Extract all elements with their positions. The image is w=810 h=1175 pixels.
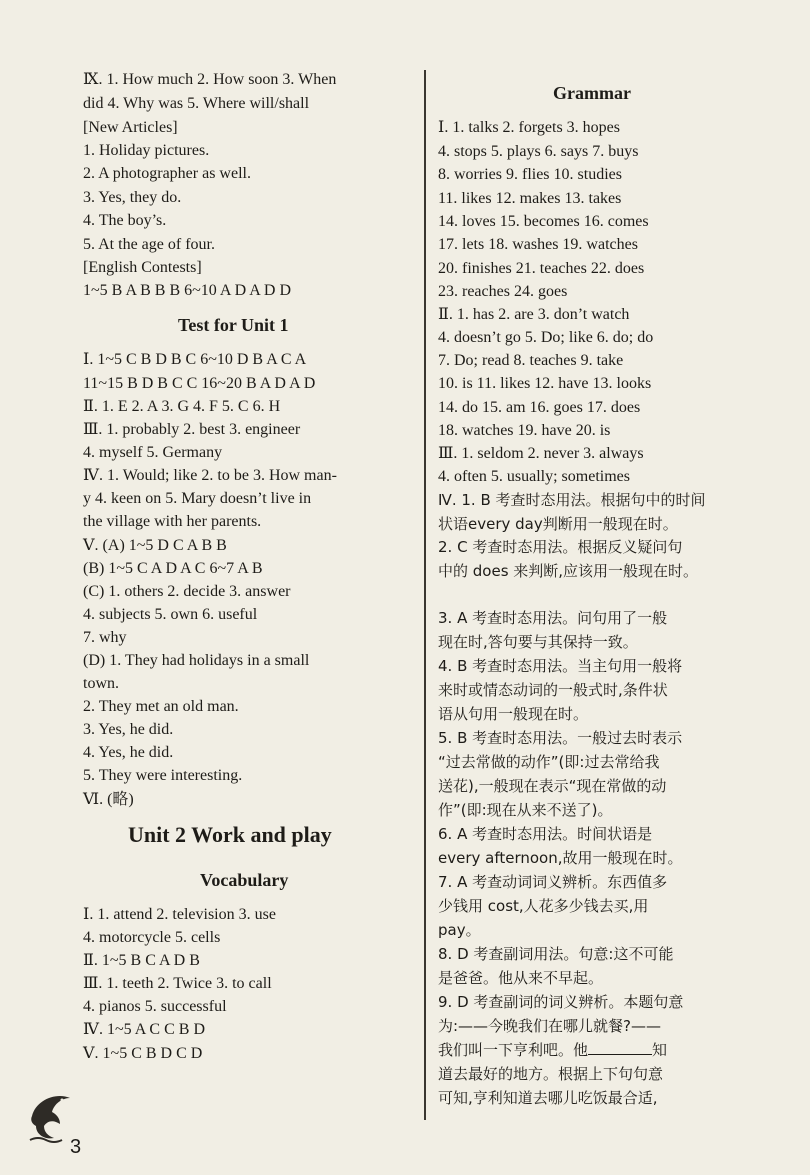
answer-line: 17. lets 18. washes 19. watches <box>438 236 638 253</box>
answer-line: Ⅰ. 1. talks 2. forgets 3. hopes <box>438 119 621 136</box>
answer-line: Ⅱ. 1. E 2. A 3. G 4. F 5. C 6. H <box>83 398 281 415</box>
explanation-line: 5. B 考查时态用法。一般过去时表示 <box>438 729 683 747</box>
answer-line: Ⅴ. 1~5 C B D C D <box>83 1045 203 1062</box>
explanation-line: 8. D 考查副词用法。句意:这不可能 <box>438 945 674 963</box>
explanation-line: 来时或情态动词的一般式时,条件状 <box>438 681 668 699</box>
explanation-line: 3. A 考查时态用法。问句用了一般 <box>438 609 668 627</box>
answer-line: 5. They were interesting. <box>83 767 243 784</box>
answer-line: Ⅳ. 1. Would; like 2. to be 3. How man- <box>83 467 337 484</box>
explanation-line: 6. A 考查时态用法。时间状语是 <box>438 825 653 843</box>
answer-line: 2. They met an old man. <box>83 698 239 715</box>
section-label: [New Articles] <box>83 119 178 136</box>
explanation-line <box>438 1040 667 1060</box>
answer-line: the village with her parents. <box>83 513 262 530</box>
explanation-line: Ⅳ. 1. B 考查时态用法。根据句中的时间 <box>438 491 706 509</box>
answer-line: 4. The boy’s. <box>83 212 167 229</box>
answer-line: 3. Yes, he did. <box>83 721 174 738</box>
answer-line: 4. doesn’t go 5. Do; like 6. do; do <box>438 329 654 346</box>
answer-line: y 4. keen on 5. Mary doesn’t live in <box>83 490 312 507</box>
unit-heading: Unit 2 Work and play <box>128 822 332 847</box>
answer-line: 7. why <box>83 629 127 646</box>
explanation-line: 送花),一般现在表示“现在常做的动 <box>438 777 667 795</box>
answer-line: Ⅸ. 1. How much 2. How soon 3. When <box>83 71 337 88</box>
answer-line: Ⅲ. 1. teeth 2. Twice 3. to call <box>83 975 272 992</box>
page-number: 3 <box>70 1136 82 1158</box>
answer-line: 3. Yes, they do. <box>83 189 182 206</box>
answer-line: Ⅵ. (略) <box>83 791 134 808</box>
answer-line: 4. pianos 5. successful <box>83 998 227 1015</box>
explanation-line: 9. D 考查副词的词义辨析。本题句意 <box>438 993 684 1011</box>
explanation-line: 为:——今晚我们在哪儿就餐?—— <box>438 1017 662 1035</box>
answer-blank <box>588 1040 652 1055</box>
answer-line: 14. do 15. am 16. goes 17. does <box>438 399 641 416</box>
answer-line: 4. stops 5. plays 6. says 7. buys <box>438 143 639 160</box>
explanation-line: 少钱用 cost,人花多少钱去买,用 <box>438 897 649 915</box>
answer-line: 4. subjects 5. own 6. useful <box>83 606 258 623</box>
answer-line: 11. likes 12. makes 13. takes <box>438 190 622 207</box>
answer-line: 5. At the age of four. <box>83 236 215 253</box>
answer-line: 14. loves 15. becomes 16. comes <box>438 213 649 230</box>
answer-line: 4. motorcycle 5. cells <box>83 929 221 946</box>
answer-line: Ⅲ. 1. probably 2. best 3. engineer <box>83 421 301 438</box>
column-divider <box>424 70 426 1120</box>
explanation-line: 语从句用一般现在时。 <box>438 705 589 723</box>
answer-line: 8. worries 9. flies 10. studies <box>438 166 622 183</box>
explanation-text: 我们叫一下亨利吧。他 <box>438 1041 589 1059</box>
answer-line: (D) 1. They had holidays in a small <box>83 652 310 669</box>
answer-line: 18. watches 19. have 20. is <box>438 422 611 439</box>
vocabulary-heading: Vocabulary <box>200 870 289 890</box>
explanation-line: 作”(即:现在从来不送了)。 <box>438 801 613 819</box>
answer-line: town. <box>83 675 119 692</box>
answer-line: did 4. Why was 5. Where will/shall <box>83 95 310 112</box>
explanation-line: 现在时,答句要与其保持一致。 <box>438 633 638 651</box>
answer-line: Ⅱ. 1. has 2. are 3. don’t watch <box>438 306 630 323</box>
test-heading: Test for Unit 1 <box>178 315 289 335</box>
answer-line: Ⅱ. 1~5 B C A D B <box>83 952 200 969</box>
explanation-line: 可知,亨利知道去哪儿吃饭最合适, <box>438 1089 658 1107</box>
answer-line: Ⅲ. 1. seldom 2. never 3. always <box>438 445 644 462</box>
answer-line: 1. Holiday pictures. <box>83 142 210 159</box>
explanation-line: pay。 <box>438 921 481 939</box>
answer-line: 11~15 B D B C C 16~20 B A D A D <box>83 375 316 392</box>
explanation-line: 4. B 考查时态用法。当主句用一般将 <box>438 657 683 675</box>
dolphin-icon <box>26 1086 76 1151</box>
answer-line: Ⅳ. 1~5 A C C B D <box>83 1021 205 1038</box>
answer-line: Ⅰ. 1~5 C B D B C 6~10 D B A C A <box>83 351 307 368</box>
explanation-text: 知 <box>652 1041 668 1059</box>
explanation-line: 中的 does 来判断,应该用一般现在时。 <box>438 562 699 580</box>
explanation-line: 状语every day判断用一般现在时。 <box>438 515 678 533</box>
answer-line: 20. finishes 21. teaches 22. does <box>438 260 645 277</box>
answer-line: 4. often 5. usually; sometimes <box>438 468 630 485</box>
grammar-heading: Grammar <box>553 83 631 103</box>
explanation-line: 道去最好的地方。根据上下句句意 <box>438 1065 664 1083</box>
explanation-line: every afternoon,故用一般现在时。 <box>438 849 683 867</box>
answer-line: (B) 1~5 C A D A C 6~7 A B <box>83 560 263 577</box>
answer-line: 4. myself 5. Germany <box>83 444 223 461</box>
answer-line: Ⅰ. 1. attend 2. television 3. use <box>83 906 276 923</box>
answer-line: 2. A photographer as well. <box>83 165 251 182</box>
explanation-line: “过去常做的动作”(即:过去常给我 <box>438 753 660 771</box>
explanation-line: 7. A 考查动词词义辨析。东西值多 <box>438 873 668 891</box>
answer-line: 1~5 B A B B B 6~10 A D A D D <box>83 282 292 299</box>
answer-line: 4. Yes, he did. <box>83 744 174 761</box>
answer-line: 7. Do; read 8. teaches 9. take <box>438 352 624 369</box>
answer-line: 10. is 11. likes 12. have 13. looks <box>438 375 652 392</box>
answer-line: Ⅴ. (A) 1~5 D C A B B <box>83 537 227 554</box>
explanation-line: 是爸爸。他从来不早起。 <box>438 969 604 987</box>
explanation-line: 2. C 考查时态用法。根据反义疑问句 <box>438 538 683 556</box>
answer-line: 23. reaches 24. goes <box>438 283 568 300</box>
answer-line: (C) 1. others 2. decide 3. answer <box>83 583 291 600</box>
section-label: [English Contests] <box>83 259 202 276</box>
